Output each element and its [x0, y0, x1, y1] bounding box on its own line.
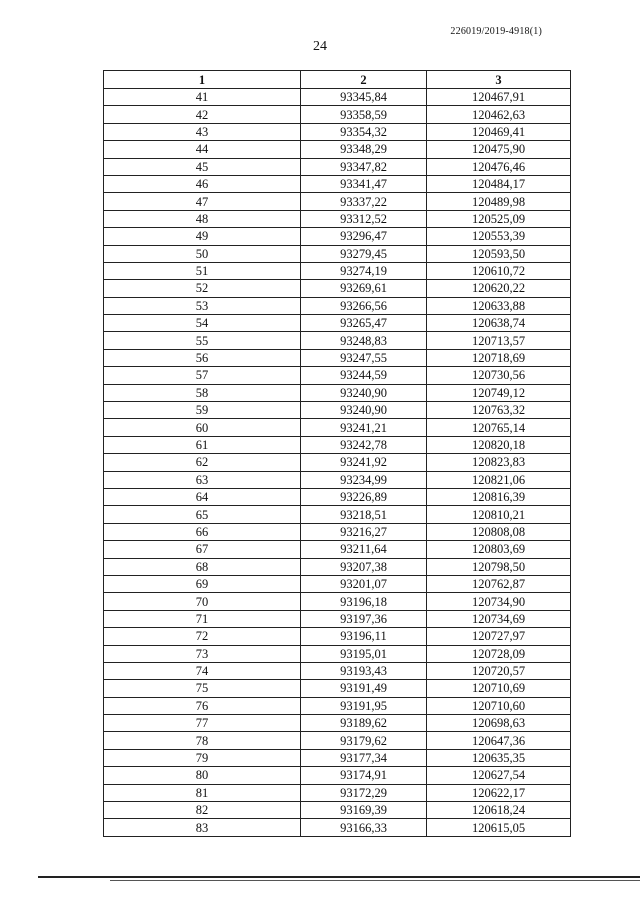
table-row — [104, 384, 571, 401]
column-header-2: 2 — [301, 71, 427, 89]
x-coordinate-cell: 93240,90 — [301, 402, 427, 419]
y-coordinate-cell: 120718,69 — [427, 349, 571, 366]
y-coordinate-cell: 120728,09 — [427, 645, 571, 662]
x-coordinate-cell: 93174,91 — [301, 767, 427, 784]
y-coordinate-cell: 120727,97 — [427, 628, 571, 645]
table-row — [104, 715, 571, 732]
y-coordinate-cell: 120803,69 — [427, 541, 571, 558]
table-row — [104, 367, 571, 384]
table-row — [104, 193, 571, 210]
table-row — [104, 628, 571, 645]
table-row — [104, 332, 571, 349]
y-coordinate-cell: 120553,39 — [427, 228, 571, 245]
point-number-cell: 45 — [104, 158, 301, 175]
point-number-cell: 46 — [104, 175, 301, 192]
table-row — [104, 436, 571, 453]
y-coordinate-cell: 120638,74 — [427, 315, 571, 332]
table-row — [104, 262, 571, 279]
table-row — [104, 662, 571, 679]
y-coordinate-cell: 120620,22 — [427, 280, 571, 297]
point-number-cell: 71 — [104, 610, 301, 627]
table-row — [104, 454, 571, 471]
y-coordinate-cell: 120730,56 — [427, 367, 571, 384]
y-coordinate-cell: 120710,60 — [427, 697, 571, 714]
y-coordinate-cell: 120633,88 — [427, 297, 571, 314]
point-number-cell: 49 — [104, 228, 301, 245]
y-coordinate-cell: 120622,17 — [427, 784, 571, 801]
y-coordinate-cell: 120475,90 — [427, 141, 571, 158]
point-number-cell: 70 — [104, 593, 301, 610]
y-coordinate-cell: 120593,50 — [427, 245, 571, 262]
x-coordinate-cell: 93242,78 — [301, 436, 427, 453]
table-row — [104, 471, 571, 488]
table-row — [104, 697, 571, 714]
point-number-cell: 42 — [104, 106, 301, 123]
point-number-cell: 66 — [104, 523, 301, 540]
point-number-cell: 80 — [104, 767, 301, 784]
y-coordinate-cell: 120816,39 — [427, 488, 571, 505]
table-row — [104, 593, 571, 610]
y-coordinate-cell: 120763,32 — [427, 402, 571, 419]
x-coordinate-cell: 93347,82 — [301, 158, 427, 175]
y-coordinate-cell: 120635,35 — [427, 749, 571, 766]
point-number-cell: 44 — [104, 141, 301, 158]
document-id: 226019/2019-4918(1) — [450, 26, 542, 37]
y-coordinate-cell: 120749,12 — [427, 384, 571, 401]
point-number-cell: 57 — [104, 367, 301, 384]
point-number-cell: 78 — [104, 732, 301, 749]
y-coordinate-cell: 120762,87 — [427, 575, 571, 592]
point-number-cell: 52 — [104, 280, 301, 297]
point-number-cell: 76 — [104, 697, 301, 714]
y-coordinate-cell: 120713,57 — [427, 332, 571, 349]
footer-rule-thin — [110, 880, 640, 881]
table-row — [104, 732, 571, 749]
table-row — [104, 558, 571, 575]
point-number-cell: 82 — [104, 802, 301, 819]
point-number-cell: 41 — [104, 89, 301, 106]
y-coordinate-cell: 120489,98 — [427, 193, 571, 210]
point-number-cell: 77 — [104, 715, 301, 732]
x-coordinate-cell: 93197,36 — [301, 610, 427, 627]
table-row — [104, 802, 571, 819]
x-coordinate-cell: 93166,33 — [301, 819, 427, 836]
point-number-cell: 68 — [104, 558, 301, 575]
x-coordinate-cell: 93169,39 — [301, 802, 427, 819]
x-coordinate-cell: 93348,29 — [301, 141, 427, 158]
y-coordinate-cell: 120720,57 — [427, 662, 571, 679]
header-row — [104, 71, 571, 89]
x-coordinate-cell: 93241,21 — [301, 419, 427, 436]
table-row — [104, 106, 571, 123]
coordinates-table — [103, 70, 571, 837]
point-number-cell: 54 — [104, 315, 301, 332]
table-row — [104, 541, 571, 558]
point-number-cell: 64 — [104, 488, 301, 505]
table-body — [104, 89, 571, 837]
x-coordinate-cell: 93191,49 — [301, 680, 427, 697]
table-row — [104, 89, 571, 106]
x-coordinate-cell: 93296,47 — [301, 228, 427, 245]
y-coordinate-cell: 120476,46 — [427, 158, 571, 175]
y-coordinate-cell: 120467,91 — [427, 89, 571, 106]
x-coordinate-cell: 93179,62 — [301, 732, 427, 749]
point-number-cell: 50 — [104, 245, 301, 262]
point-number-cell: 63 — [104, 471, 301, 488]
table-row — [104, 784, 571, 801]
y-coordinate-cell: 120734,69 — [427, 610, 571, 627]
x-coordinate-cell: 93172,29 — [301, 784, 427, 801]
x-coordinate-cell: 93266,56 — [301, 297, 427, 314]
y-coordinate-cell: 120765,14 — [427, 419, 571, 436]
point-number-cell: 58 — [104, 384, 301, 401]
point-number-cell: 51 — [104, 262, 301, 279]
y-coordinate-cell: 120698,63 — [427, 715, 571, 732]
x-coordinate-cell: 93269,61 — [301, 280, 427, 297]
y-coordinate-cell: 120618,24 — [427, 802, 571, 819]
x-coordinate-cell: 93191,95 — [301, 697, 427, 714]
table-row — [104, 488, 571, 505]
page-number: 24 — [313, 39, 327, 54]
point-number-cell: 65 — [104, 506, 301, 523]
point-number-cell: 81 — [104, 784, 301, 801]
x-coordinate-cell: 93247,55 — [301, 349, 427, 366]
y-coordinate-cell: 120710,69 — [427, 680, 571, 697]
y-coordinate-cell: 120820,18 — [427, 436, 571, 453]
table-row — [104, 680, 571, 697]
point-number-cell: 73 — [104, 645, 301, 662]
x-coordinate-cell: 93193,43 — [301, 662, 427, 679]
footer-rule — [38, 876, 640, 878]
x-coordinate-cell: 93265,47 — [301, 315, 427, 332]
table-row — [104, 297, 571, 314]
table-row — [104, 210, 571, 227]
point-number-cell: 55 — [104, 332, 301, 349]
y-coordinate-cell: 120810,21 — [427, 506, 571, 523]
x-coordinate-cell: 93240,90 — [301, 384, 427, 401]
x-coordinate-cell: 93196,18 — [301, 593, 427, 610]
column-header-3: 3 — [427, 71, 571, 89]
point-number-cell: 67 — [104, 541, 301, 558]
table-row — [104, 645, 571, 662]
point-number-cell: 47 — [104, 193, 301, 210]
table-row — [104, 402, 571, 419]
table-row — [104, 349, 571, 366]
y-coordinate-cell: 120627,54 — [427, 767, 571, 784]
table-row — [104, 575, 571, 592]
column-header-1: 1 — [104, 71, 301, 89]
x-coordinate-cell: 93211,64 — [301, 541, 427, 558]
x-coordinate-cell: 93354,32 — [301, 123, 427, 140]
x-coordinate-cell: 93226,89 — [301, 488, 427, 505]
table-row — [104, 523, 571, 540]
point-number-cell: 62 — [104, 454, 301, 471]
table-row — [104, 506, 571, 523]
y-coordinate-cell: 120647,36 — [427, 732, 571, 749]
point-number-cell: 69 — [104, 575, 301, 592]
y-coordinate-cell: 120798,50 — [427, 558, 571, 575]
y-coordinate-cell: 120808,08 — [427, 523, 571, 540]
point-number-cell: 56 — [104, 349, 301, 366]
x-coordinate-cell: 93196,11 — [301, 628, 427, 645]
y-coordinate-cell: 120525,09 — [427, 210, 571, 227]
y-coordinate-cell: 120484,17 — [427, 175, 571, 192]
table-row — [104, 767, 571, 784]
y-coordinate-cell: 120823,83 — [427, 454, 571, 471]
x-coordinate-cell: 93279,45 — [301, 245, 427, 262]
point-number-cell: 74 — [104, 662, 301, 679]
point-number-cell: 83 — [104, 819, 301, 836]
x-coordinate-cell: 93312,52 — [301, 210, 427, 227]
point-number-cell: 59 — [104, 402, 301, 419]
point-number-cell: 75 — [104, 680, 301, 697]
x-coordinate-cell: 93218,51 — [301, 506, 427, 523]
x-coordinate-cell: 93201,07 — [301, 575, 427, 592]
table-row — [104, 175, 571, 192]
table-row — [104, 228, 571, 245]
x-coordinate-cell: 93241,92 — [301, 454, 427, 471]
point-number-cell: 60 — [104, 419, 301, 436]
x-coordinate-cell: 93274,19 — [301, 262, 427, 279]
point-number-cell: 43 — [104, 123, 301, 140]
table-row — [104, 749, 571, 766]
point-number-cell: 48 — [104, 210, 301, 227]
x-coordinate-cell: 93189,62 — [301, 715, 427, 732]
point-number-cell: 72 — [104, 628, 301, 645]
y-coordinate-cell: 120462,63 — [427, 106, 571, 123]
table-row — [104, 819, 571, 836]
x-coordinate-cell: 93207,38 — [301, 558, 427, 575]
x-coordinate-cell: 93216,27 — [301, 523, 427, 540]
x-coordinate-cell: 93244,59 — [301, 367, 427, 384]
x-coordinate-cell: 93341,47 — [301, 175, 427, 192]
x-coordinate-cell: 93234,99 — [301, 471, 427, 488]
table-row — [104, 141, 571, 158]
table-row — [104, 419, 571, 436]
x-coordinate-cell: 93195,01 — [301, 645, 427, 662]
table-row — [104, 245, 571, 262]
point-number-cell: 53 — [104, 297, 301, 314]
point-number-cell: 79 — [104, 749, 301, 766]
y-coordinate-cell: 120610,72 — [427, 262, 571, 279]
table-header — [104, 71, 571, 89]
x-coordinate-cell: 93248,83 — [301, 332, 427, 349]
table-row — [104, 158, 571, 175]
y-coordinate-cell: 120734,90 — [427, 593, 571, 610]
y-coordinate-cell: 120469,41 — [427, 123, 571, 140]
x-coordinate-cell: 93337,22 — [301, 193, 427, 210]
table-row — [104, 123, 571, 140]
table-row — [104, 280, 571, 297]
x-coordinate-cell: 93358,59 — [301, 106, 427, 123]
x-coordinate-cell: 93345,84 — [301, 89, 427, 106]
y-coordinate-cell: 120615,05 — [427, 819, 571, 836]
table-row — [104, 315, 571, 332]
y-coordinate-cell: 120821,06 — [427, 471, 571, 488]
table-row — [104, 610, 571, 627]
x-coordinate-cell: 93177,34 — [301, 749, 427, 766]
point-number-cell: 61 — [104, 436, 301, 453]
